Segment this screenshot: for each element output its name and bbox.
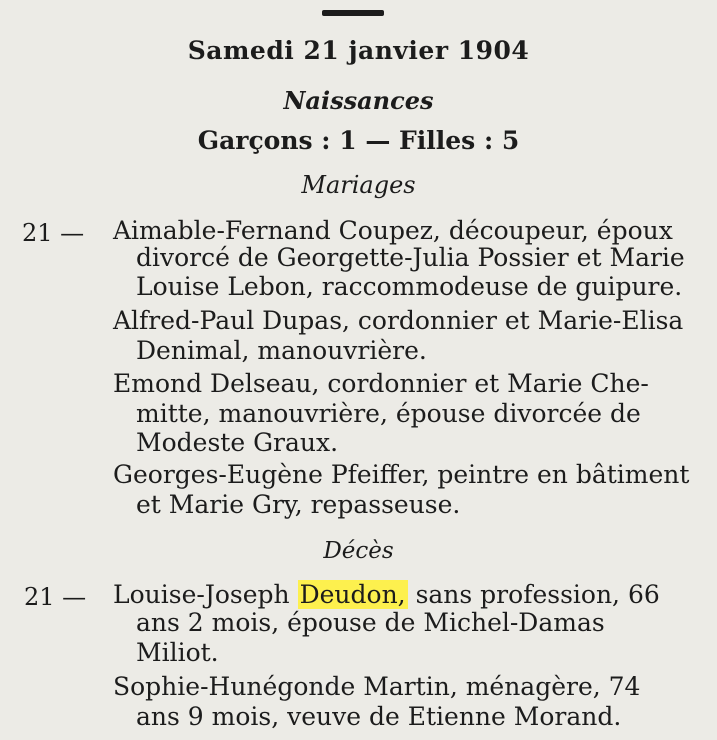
entry-line: Sophie-Hunégonde Martin, ménagère, 74 bbox=[113, 672, 641, 701]
entry-name-prefix: Louise-Joseph bbox=[113, 580, 298, 609]
naissances-heading: Naissances bbox=[283, 86, 434, 115]
section-date-heading: Samedi 21 janvier 1904 bbox=[187, 36, 530, 65]
entry-line: ans 2 mois, épouse de Michel-Damas bbox=[136, 608, 605, 637]
deces-day-marker: 21 — bbox=[24, 583, 87, 611]
entry-line: Georges-Eugène Pfeiffer, peintre en bâtiment bbox=[113, 460, 690, 489]
entry-line: Alfred-Paul Dupas, cordonnier et Marie-Elisa bbox=[113, 306, 684, 335]
entry-line: Denimal, manouvrière. bbox=[136, 336, 427, 365]
entry-line: Emond Delseau, cordonnier et Marie Che- bbox=[113, 369, 649, 398]
entry-line bbox=[113, 580, 660, 610]
entry-line: ans 9 mois, veuve de Etienne Morand. bbox=[136, 702, 622, 731]
entry-line-suffix: sans profession, 66 bbox=[407, 580, 660, 609]
entry-line: divorcé de Georgette-Julia Possier et Marie bbox=[136, 243, 685, 272]
entry-line: Modeste Graux. bbox=[136, 428, 339, 457]
birth-counts: Garçons : 1 — Filles : 5 bbox=[197, 126, 520, 155]
mariages-heading: Mariages bbox=[301, 171, 416, 199]
highlighted-surname: Deudon, bbox=[299, 580, 406, 609]
top-divider-rule bbox=[322, 10, 384, 16]
entry-line: Miliot. bbox=[136, 638, 219, 667]
entry-line: Aimable-Fernand Coupez, découpeur, époux bbox=[113, 216, 673, 245]
entry-line: et Marie Gry, repasseuse. bbox=[136, 490, 461, 519]
mariages-day-marker: 21 — bbox=[22, 219, 85, 247]
deces-heading: Décès bbox=[323, 538, 394, 564]
entry-line: mitte, manouvrière, épouse divorcée de bbox=[136, 399, 641, 428]
entry-line: Louise Lebon, raccommodeuse de guipure. bbox=[136, 272, 683, 301]
